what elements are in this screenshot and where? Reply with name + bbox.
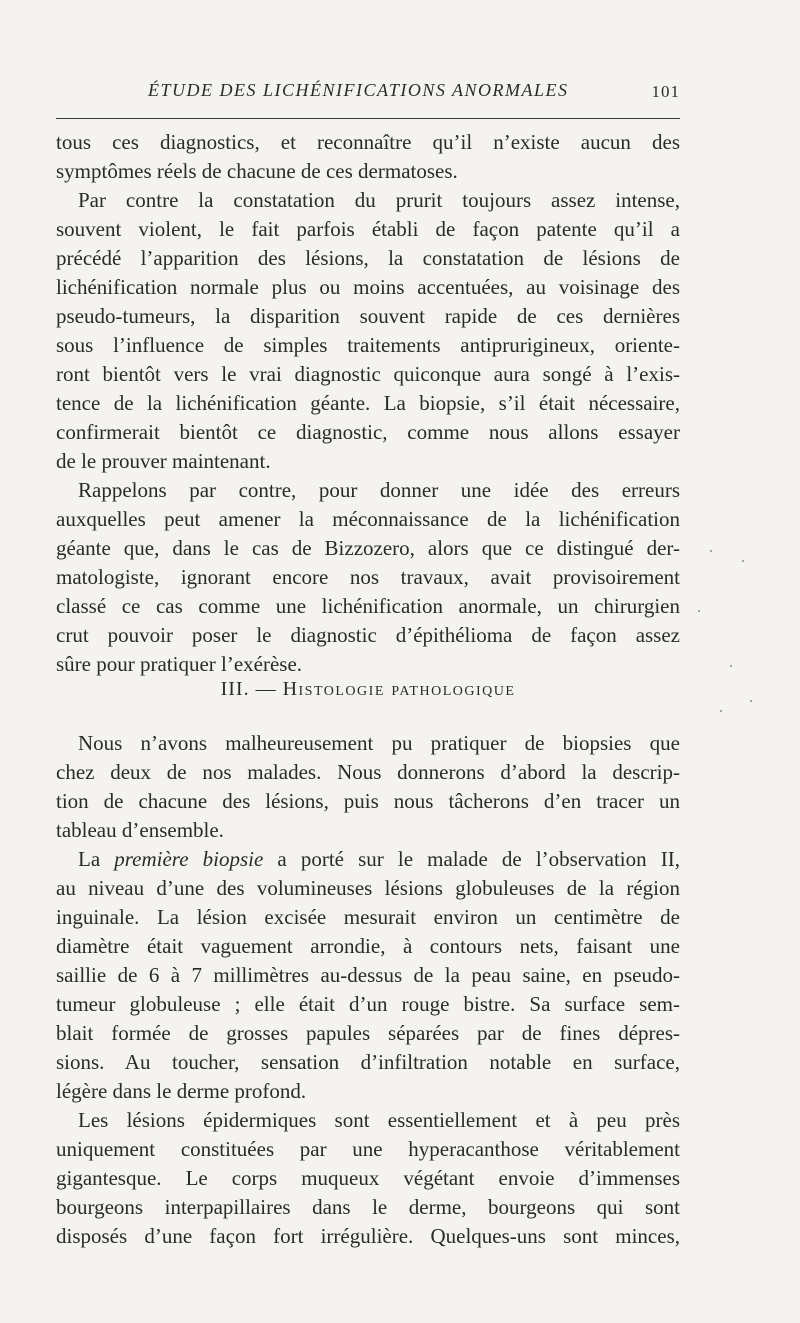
- text-line: tence de la lichénification géante. La biopsie, s’il était nécessaire,: [56, 391, 680, 415]
- text-line: matologiste, ignorant encore nos travaux, avait provisoirement: [56, 565, 680, 589]
- text-line: diamètre était vaguement arrondie, à contours nets, faisant une: [56, 934, 680, 958]
- text-line: pseudo-tumeurs, la disparition souvent rapide de ces dernières: [56, 304, 680, 328]
- text-line: géante que, dans le cas de Bizzozero, alors que ce distingué der-: [56, 536, 680, 560]
- text-line: uniquement constituées par une hyperacanthose véritablement: [56, 1137, 680, 1161]
- section-heading: [56, 678, 680, 701]
- text-line: sûre pour pratiquer l’exérèse.: [56, 652, 303, 676]
- header-rule: [56, 118, 680, 119]
- text-line: inguinale. La lésion excisée mesurait environ un centimètre de: [56, 905, 680, 929]
- text-line: chez deux de nos malades. Nous donnerons d’abord la descrip-: [56, 760, 680, 784]
- text-line: disposés d’une façon fort irrégulière. Quelques-uns sont minces,: [56, 1224, 680, 1248]
- page-number: 101: [651, 82, 680, 101]
- section-title: Histologie pathologique: [282, 678, 516, 700]
- text-line: sous l’influence de simples traitements antiprurigineux, oriente-: [56, 333, 680, 357]
- emphasis-text: première biopsie: [114, 847, 264, 871]
- text-line: Les lésions épidermiques sont essentiellement et à peu près: [78, 1108, 680, 1132]
- text-line: lichénification normale plus ou moins accentuées, au voisinage des: [56, 275, 680, 299]
- text-line: crut pouvoir poser le diagnostic d’épithélioma de façon assez: [56, 623, 680, 647]
- paper-specks: [690, 540, 790, 740]
- text-line: tion de chacune des lésions, puis nous tâcherons d’en tracer un: [56, 789, 680, 813]
- text-fragment: La: [78, 847, 115, 871]
- text-line: Par contre la constatation du prurit toujours assez intense,: [78, 188, 680, 212]
- section-1-text: [56, 128, 680, 679]
- text-line: Nous n’avons malheureusement pu pratiquer de biopsies que: [78, 731, 680, 755]
- text-line: ront bientôt vers le vrai diagnostic quiconque aura songé à l’exis-: [56, 362, 680, 386]
- text-line: gigantesque. Le corps muqueux végétant envoie d’immenses: [56, 1166, 680, 1190]
- text-line-with-emphasis: [56, 845, 680, 874]
- text-line: auxquelles peut amener la méconnaissance de la lichénification: [56, 507, 680, 531]
- text-line: tumeur globuleuse ; elle était d’un rouge bistre. Sa surface sem-: [56, 992, 680, 1016]
- text-line: au niveau d’une des volumineuses lésions globuleuses de la région: [56, 876, 680, 900]
- text-line: blait formée de grosses papules séparées par de fines dépres-: [56, 1021, 680, 1045]
- text-line: souvent violent, le fait parfois établi de façon patente qu’il a: [56, 217, 680, 241]
- text-line: saillie de 6 à 7 millimètres au-dessus de la peau saine, en pseudo-: [56, 963, 680, 987]
- section-numeral: III. —: [220, 678, 277, 700]
- running-head: [56, 80, 680, 106]
- text-fragment: a porté sur le malade de l’observation II,: [263, 847, 680, 871]
- text-line: classé ce cas comme une lichénification anormale, un chirurgien: [56, 594, 680, 618]
- text-line: tableau d’ensemble.: [56, 818, 224, 842]
- text-line: symptômes réels de chacune de ces dermatoses.: [56, 159, 458, 183]
- text-line: Rappelons par contre, pour donner une idée des erreurs: [78, 478, 680, 502]
- text-line: légère dans le derme profond.: [56, 1079, 307, 1103]
- text-line: tous ces diagnostics, et reconnaître qu’il n’existe aucun des: [56, 130, 680, 154]
- text-line: bourgeons interpapillaires dans le derme, bourgeons qui sont: [56, 1195, 680, 1219]
- running-title: ÉTUDE DES LICHÉNIFICATIONS ANORMALES: [148, 80, 569, 100]
- text-line: sions. Au toucher, sensation d’infiltration notable en surface,: [56, 1050, 680, 1074]
- section-2-text: [56, 729, 680, 1251]
- text-line: confirmerait bientôt ce diagnostic, comme nous allons essayer: [56, 420, 680, 444]
- text-line: précédé l’apparition des lésions, la constatation de lésions de: [56, 246, 680, 270]
- text-line: de le prouver maintenant.: [56, 449, 271, 473]
